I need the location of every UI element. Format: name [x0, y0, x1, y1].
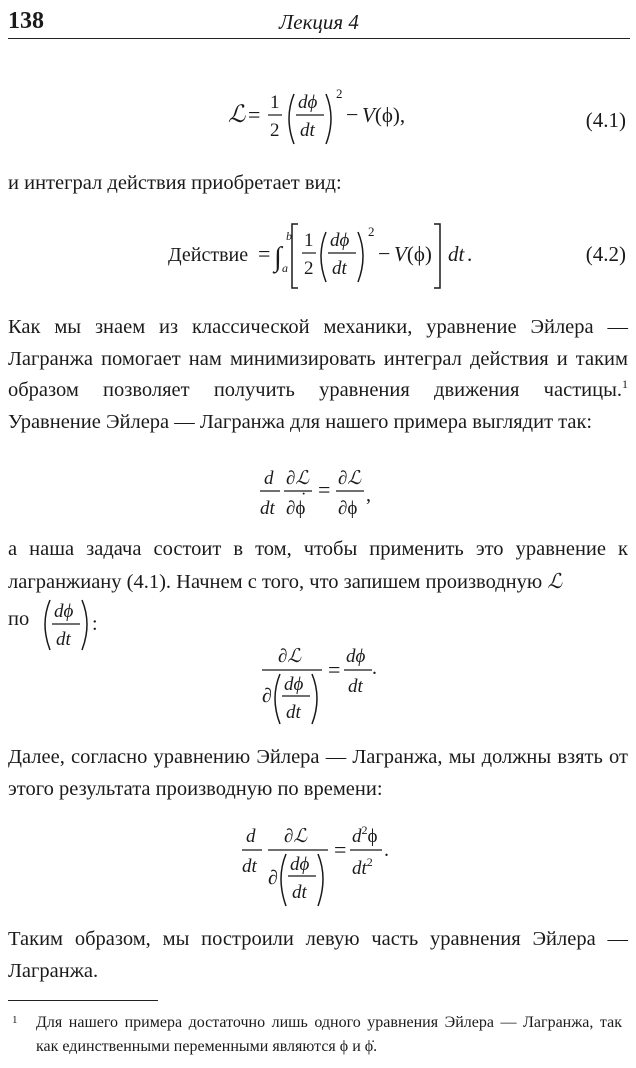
paragraph-euler-lagrange: [8, 312, 628, 438]
svg-text:dϕ: dϕ: [54, 601, 74, 622]
svg-text:1: 1: [270, 92, 280, 113]
word-po: по: [8, 608, 30, 630]
fraction-dphi-dt: [38, 596, 118, 654]
svg-text:∂ϕ: ∂ϕ: [338, 498, 358, 519]
svg-text:=: =: [334, 837, 347, 862]
paragraph-intro-action: и интеграл действия приобретает вид:: [8, 172, 342, 194]
svg-text:dt: dt: [56, 629, 71, 650]
svg-text:b: b: [286, 229, 292, 243]
svg-text:dt: dt: [260, 498, 275, 519]
svg-text:dϕ: dϕ: [284, 674, 304, 695]
svg-text::: :: [92, 613, 98, 635]
paragraph-text: а наша задача состоит в том, чтобы применить это уравнение к лагранжиану (4.1). Начнем с того, что запишем производную: [8, 538, 628, 593]
svg-text:a: a: [282, 261, 288, 275]
action-word: Действие: [168, 244, 249, 266]
svg-text:2: 2: [270, 120, 280, 141]
svg-text:=: =: [258, 241, 271, 266]
svg-text:−: −: [346, 102, 359, 127]
svg-text:∂ϕ: ∂ϕ: [286, 498, 306, 519]
svg-text:=: =: [318, 477, 331, 502]
equation-4-2: [164, 220, 494, 296]
footnote-number: 1: [12, 1014, 18, 1026]
page-header: [8, 6, 630, 39]
svg-text:dt: dt: [286, 702, 301, 723]
svg-text:d: d: [246, 826, 256, 847]
footnote-reference: 1: [622, 377, 628, 392]
by-derivative-line: [8, 596, 148, 654]
svg-text:.: .: [372, 657, 377, 679]
svg-text:.: .: [384, 839, 389, 861]
svg-text:∂: ∂: [268, 867, 278, 889]
footnote-divider: [8, 1000, 158, 1001]
svg-text:dt: dt: [448, 242, 465, 266]
svg-text:2: 2: [336, 86, 343, 101]
svg-text:dϕ: dϕ: [346, 646, 366, 667]
svg-text:∂: ∂: [262, 685, 272, 707]
svg-text:=: =: [328, 657, 341, 682]
svg-text:dϕ: dϕ: [330, 230, 350, 251]
svg-text:dt: dt: [348, 676, 363, 697]
svg-text:−: −: [378, 241, 391, 266]
paragraph-time-derivative: Далее, согласно уравнению Эйлера — Лагранжа, мы должны взять от этого результата производную по времени:: [8, 746, 628, 800]
footnote: [8, 1011, 622, 1059]
svg-text:2: 2: [304, 258, 314, 279]
equation-number-4-2: (4.2): [585, 242, 626, 266]
svg-text:dt: dt: [292, 882, 307, 903]
svg-text:V(ϕ): V(ϕ): [394, 242, 432, 266]
equation-4-1: [210, 86, 430, 156]
paragraph-conclusion: Таким образом, мы построили левую часть уравнения Эйлера — Лагранжа.: [8, 928, 628, 982]
svg-text:∂ℒ: ∂ℒ: [284, 825, 308, 847]
svg-text:∂ℒ: ∂ℒ: [278, 645, 302, 667]
svg-text:dϕ: dϕ: [290, 854, 310, 875]
footnote-text: Для нашего примера достаточно лишь одного уравнения Эйлера — Лагранжа, так как единственными переменными являются ϕ и ϕ̇.: [36, 1014, 622, 1055]
equation-partial-lagrangian: [256, 640, 396, 728]
svg-text:.: .: [467, 242, 473, 266]
svg-text:=: =: [248, 102, 261, 127]
svg-text:1: 1: [304, 230, 314, 251]
svg-text:dϕ: dϕ: [298, 92, 318, 113]
equation-number-4-1: (4.1): [585, 108, 626, 132]
svg-text:2: 2: [368, 224, 375, 239]
svg-text:∫: ∫: [274, 242, 282, 273]
running-title: Лекция 4: [279, 10, 359, 34]
paragraph-apply-lagrangian: [8, 534, 628, 598]
svg-text:dt: dt: [242, 856, 257, 877]
svg-text:∂ℒ: ∂ℒ: [338, 467, 362, 489]
equation-euler-lagrange: [258, 456, 398, 526]
lagrangian-symbol: ℒ: [547, 568, 563, 593]
svg-text:ℒ: ℒ: [228, 100, 246, 128]
svg-text:dt: dt: [300, 120, 315, 141]
svg-text:dt: dt: [332, 258, 347, 279]
paragraph-text-a: Как мы знаем из классической механики, уравнение Эйлера — Лагранжа помогает нам минимизировать интеграл действия и таким образом позволяет получить уравнения движения частицы.: [8, 316, 628, 401]
svg-text:·: ·: [301, 486, 307, 503]
svg-text:∂ℒ: ∂ℒ: [286, 467, 310, 489]
paragraph-text-b: Уравнение Эйлера — Лагранжа для нашего примера выглядит так:: [8, 410, 593, 433]
svg-text:dt2: $dt^2$: [352, 855, 373, 879]
svg-text:d: d: [264, 468, 274, 489]
equation-second-derivative: [240, 818, 410, 910]
svg-text:V(ϕ),: V(ϕ),: [362, 103, 406, 127]
page-number: 138: [8, 8, 44, 34]
svg-text:,: ,: [366, 484, 371, 506]
svg-text:d2ϕ: $d^2\phi$: [352, 823, 378, 847]
